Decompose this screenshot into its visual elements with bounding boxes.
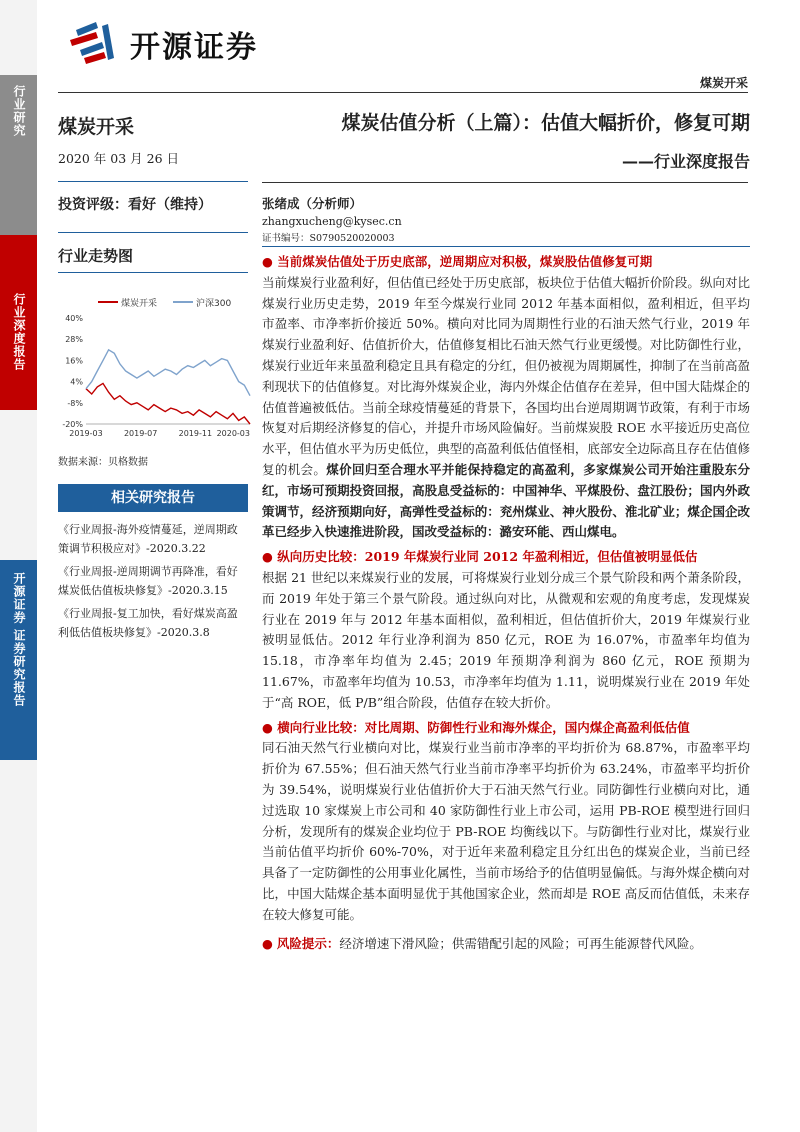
sidebar-label-brand: 开源证券 证券研究报告	[12, 572, 26, 708]
y-tick-label: 28%	[65, 335, 83, 345]
sidebar-block-report-type	[0, 235, 37, 410]
chart-lines	[86, 350, 250, 424]
sidebar-block-research	[0, 75, 37, 235]
section1-bold-text: 煤价回归至合理水平并能保持稳定的高盈利，多家煤炭公司开始注重股东分红，市场可预期投资回报，高股息受益标的：中国神华、平煤股份、盘江股份；国内外政策调节，经济预期向好，高弹性受益标的：兖州煤业、神火股份、淮北矿业；煤企国企改革已经步入快速推进阶段，国改受益标的：潞安环能、西山煤电。	[262, 461, 750, 540]
report-title: 煤炭估值分析（上篇）：估值大幅折价，修复可期	[341, 112, 750, 134]
report-date: 2020 年 03 月 26 日	[58, 151, 179, 166]
sidebar-block-brand	[0, 560, 37, 760]
risk-heading: 风险提示：	[276, 935, 340, 951]
section1-body	[262, 273, 750, 543]
section3-heading-text: 横向行业比较：对比周期、防御性行业和海外煤企，国内煤企高盈利低估值	[277, 719, 690, 735]
y-tick-label: 16%	[65, 356, 83, 366]
right-column	[262, 108, 750, 172]
related-report-item[interactable]: 《行业周报-复工加快，看好煤炭高盈利低估值板块修复》-2020.3.8	[58, 607, 238, 639]
related-reports	[58, 484, 248, 642]
bullet-icon: ●	[262, 719, 273, 735]
brand-logo-icon	[62, 18, 126, 68]
y-tick-label: 4%	[70, 377, 83, 387]
trend-chart	[58, 294, 258, 444]
risk-warning	[262, 934, 750, 955]
header-divider	[58, 92, 748, 93]
left-divider-2	[58, 232, 248, 233]
analyst-name: 张绪成（分析师）	[262, 196, 363, 211]
analyst-email[interactable]: zhangxucheng@kysec.cn	[262, 215, 402, 228]
analyst-block	[262, 194, 750, 244]
report-body	[262, 252, 750, 954]
title-divider	[262, 182, 748, 183]
section2-heading	[262, 547, 750, 568]
left-divider-3	[58, 272, 248, 273]
y-tick-label: -8%	[67, 398, 83, 408]
x-tick-label: 2020-03	[216, 429, 250, 438]
sidebar-label-report-type: 行业深度报告	[12, 293, 26, 371]
investment-rating: 投资评级：看好（维持）	[58, 197, 212, 213]
x-tick-label: 2019-03	[69, 429, 103, 438]
section3-heading	[262, 718, 750, 739]
section2-body: 根据 21 世纪以来煤炭行业的发展，可将煤炭行业划分成三个景气阶段和两个萧条阶段，而 2019 年处于第三个景气阶段。通过纵向对比，从微观和宏观的角度考虑，发现煤炭行业在 2019 年与 2012 年基本面相似，盈利相近，但估值折价大，2019 年煤炭行业被明显低估。2012 年行业净利润为 850 亿元，ROE 为 16.07%，市盈率年均值为 15.18，市净率年均值为 2.45；2019 年预期净利润为 860 亿元，ROE 预期为 11.67%，市盈率年均值为 10.53，市净率年均值为 1.11，说明煤炭行业在 2019 年处于“高 ROE，低 P/B”组合阶段，估值存在较大折价。	[262, 569, 750, 710]
chart-y-axis	[62, 314, 250, 429]
related-report-item[interactable]: 《行业周报-海外疫情蔓延，逆周期政策调节积极应对》-2020.3.22	[58, 523, 238, 555]
section2-heading-text: 纵向历史比较：2019 年煤炭行业同 2012 年盈利相近，但估值被明显低估	[277, 549, 698, 565]
section1-heading	[262, 252, 750, 273]
x-tick-label: 2019-07	[123, 429, 158, 438]
section3-body: 同石油天然气行业横向对比，煤炭行业当前市净率的平均折价为 68.87%，市盈率平均折价为 67.55%；但石油天然气行业当前市净率平均折价为 63.24%，市盈率平均折价为 39.54%，说明煤炭行业估值折价大于石油天然气行业。同防御性行业横向对比，通过选取 10 家煤炭上市公司和 40 家防御性行业上市公司，运用 PB-ROE 模型进行回归分析，发现所有的煤炭企业均位于 PB-ROE 均衡线以下。与防御性行业对比，煤炭行业当前估值平均折价 60%-70%，对于近年来盈利稳定且分红出色的煤炭企业，当前已经具备了一定防御性的公用事业化属性，当前市场给予的估值明显偏低。与海外煤企横向对比，中国大陆煤企基本面明显优于其他国家企业，然而却是 ROE 高反而估值低，未来存在较大修复可能。	[262, 740, 750, 922]
section1-body-text: 当前煤炭行业盈利好，但估值已经处于历史底部，板块位于估值大幅折价阶段。纵向对比煤炭行业历史走势，2019 年至今煤炭行业同 2012 年基本面相似，盈利相近，但平均市盈率、市净率折价接近 50%。横向对比同为周期性行业的石油天然气行业，2019 年煤炭行业盈利好、估值折价大，估值修复相比石油天然气行业更缓慢。对比防御性行业，煤炭行业近年来虽盈利稳定且具有稳定的分红，但仍被视为周期属性，抑制了在当前高盈利现状下的估值修复。对比海外煤炭企业，海内外煤企估值存在差异，但中国大陆煤企的估值普遍被低估。当前全球疫情蔓延的背景下，各国均出台逆周期调节政策，有利于市场恢复对后期经济修复的信心，并提升市场风险偏好。当前煤炭股 ROE 水平接近历史高位水平，但估值水平为历史低位，典型的高盈利低估值怪相，底部安全边际高且存在估值修复的机会。	[262, 274, 750, 477]
series-line-hs300	[86, 350, 250, 396]
x-tick-label: 2019-11	[178, 429, 213, 438]
section1-heading-text: 当前煤炭估值处于历史底部，逆周期应对积极，煤炭股估值修复可期	[277, 254, 653, 269]
y-tick-label: 40%	[65, 314, 83, 323]
related-report-item[interactable]: 《行业周报-逆周期调节再降准，看好煤炭低估值板块修复》-2020.3.15	[58, 565, 238, 597]
legend-label-coal: 煤炭开采	[121, 299, 158, 309]
sidebar-label-research: 行业研究	[12, 85, 26, 137]
industry-tag: 煤炭开采	[699, 76, 748, 90]
chart-x-axis	[69, 429, 250, 438]
brand-name: 开源证券	[130, 30, 258, 65]
analyst-divider	[262, 246, 750, 247]
bullet-icon: ●	[262, 254, 273, 269]
legend-label-hs300: 沪深300	[196, 299, 232, 309]
left-divider-1	[58, 181, 248, 182]
y-tick-label: -20%	[62, 420, 83, 429]
chart-legend	[98, 297, 231, 309]
bullet-icon: ●	[262, 549, 273, 565]
report-subtitle: ——行业深度报告	[621, 152, 750, 171]
data-source: 数据来源：贝格数据	[58, 457, 148, 468]
bullet-icon: ●	[262, 935, 273, 951]
risk-body: 经济增速下滑风险；供需错配引起的风险；可再生能源替代风险。	[339, 935, 702, 951]
series-line-coal	[86, 383, 250, 424]
industry-name: 煤炭开采	[58, 116, 135, 138]
related-reports-header: 相关研究报告	[58, 484, 248, 512]
trend-title: 行业走势图	[58, 247, 134, 265]
left-column	[58, 112, 248, 273]
analyst-cert: 证书编号：S0790520020003	[262, 233, 395, 244]
